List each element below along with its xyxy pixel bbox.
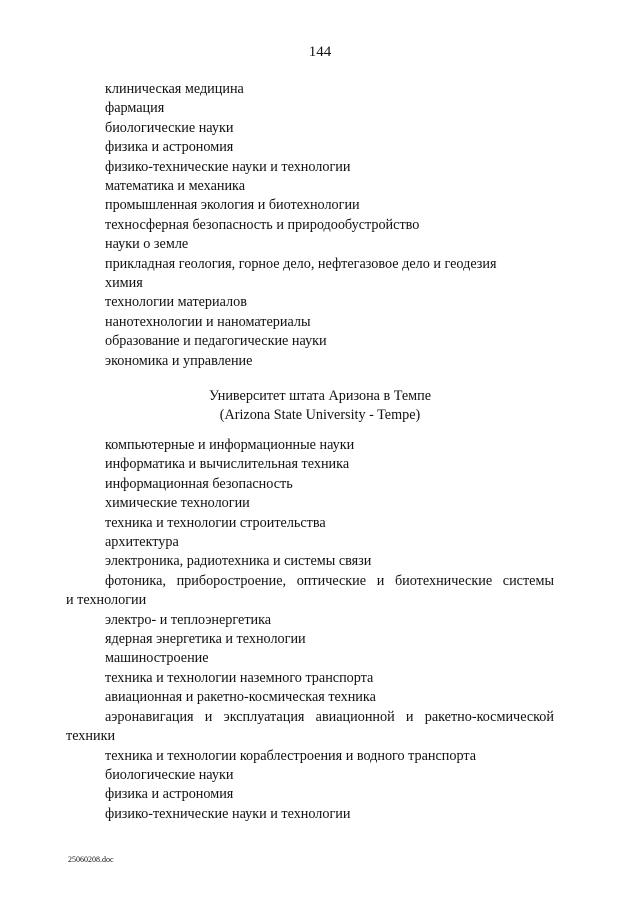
list-item xyxy=(66,611,554,630)
list-item xyxy=(66,494,554,513)
university-name: Университет штата Аризона в Темпе xyxy=(208,388,432,404)
list-item-text: фотоника, приборостроение, оптические и биотехнические системы xyxy=(105,572,554,589)
list-item xyxy=(66,785,554,804)
list-item xyxy=(66,533,554,552)
list-item xyxy=(66,436,554,455)
list-item xyxy=(66,688,554,707)
list-item: образование и педагогические науки xyxy=(105,333,327,350)
list-item: науки о земле xyxy=(105,236,189,253)
list-item: фармация xyxy=(105,100,165,117)
list-item xyxy=(66,455,554,474)
list-item: техносферная безопасность и природообустройство xyxy=(105,216,420,233)
list-item xyxy=(66,552,554,571)
list-item-text: техника и технологии наземного транспорта xyxy=(105,669,374,686)
list-item-continuation xyxy=(66,727,554,746)
list-item-text: электро- и теплоэнергетика xyxy=(105,611,272,628)
university-heading xyxy=(0,387,640,425)
specialty-list-2 xyxy=(66,436,554,824)
list-item: прикладная геология, горное дело, нефтегазовое дело и геодезия xyxy=(105,255,497,272)
list-item: нанотехнологии и наноматериалы xyxy=(105,313,311,330)
list-item-text: информатика и вычислительная техника xyxy=(105,456,350,473)
list-item-text: информационная безопасность xyxy=(105,475,293,492)
list-item: физико-технические науки и технологии xyxy=(105,158,351,175)
list-item: экономика и управление xyxy=(105,352,253,369)
list-item-text: техники xyxy=(66,728,116,745)
list-item: физика и астрономия xyxy=(105,139,234,156)
list-item-text: техника и технологии кораблестроения и водного транспорта xyxy=(105,747,477,764)
list-item-text: авиационная и ракетно-космическая техника xyxy=(105,689,376,706)
list-item: химия xyxy=(105,275,143,292)
list-item: клиническая медицина xyxy=(105,81,244,97)
list-item: промышленная экология и биотехнологии xyxy=(105,197,360,214)
list-item-continuation xyxy=(66,591,554,610)
list-item xyxy=(66,572,554,591)
university-name-english: (Arizona State University - Tempe) xyxy=(219,407,421,423)
list-item xyxy=(66,514,554,533)
list-item xyxy=(66,649,554,668)
list-item xyxy=(66,766,554,785)
list-item-text: электроника, радиотехника и системы связи xyxy=(105,553,372,570)
list-item xyxy=(66,708,554,727)
page-number: 144 xyxy=(308,44,332,60)
document-filename: 25060208.doc xyxy=(68,855,114,864)
list-item-text: и технологии xyxy=(66,592,147,609)
list-item: биологические науки xyxy=(105,119,234,136)
list-item-text: компьютерные и информационные науки xyxy=(105,437,355,453)
list-item: математика и механика xyxy=(105,178,246,195)
list-item-text: биологические науки xyxy=(105,766,234,783)
list-item-text: аэронавигация и эксплуатация авиационной и ракетно-космической xyxy=(105,708,554,725)
list-item-text: архитектура xyxy=(105,534,179,551)
list-item xyxy=(66,805,554,824)
list-item-text: физико-технические науки и технологии xyxy=(105,805,351,822)
list-item-text: физика и астрономия xyxy=(105,786,234,803)
list-item-text: химические технологии xyxy=(105,495,250,512)
list-item xyxy=(66,669,554,688)
list-item xyxy=(66,630,554,649)
list-item xyxy=(66,475,554,494)
list-item-text: машиностроение xyxy=(105,650,209,667)
specialty-list-1 xyxy=(66,80,554,371)
list-item xyxy=(66,747,554,766)
list-item-text: техника и технологии строительства xyxy=(105,514,326,531)
list-item-text: ядерная энергетика и технологии xyxy=(105,631,306,648)
list-item: технологии материалов xyxy=(105,294,247,311)
